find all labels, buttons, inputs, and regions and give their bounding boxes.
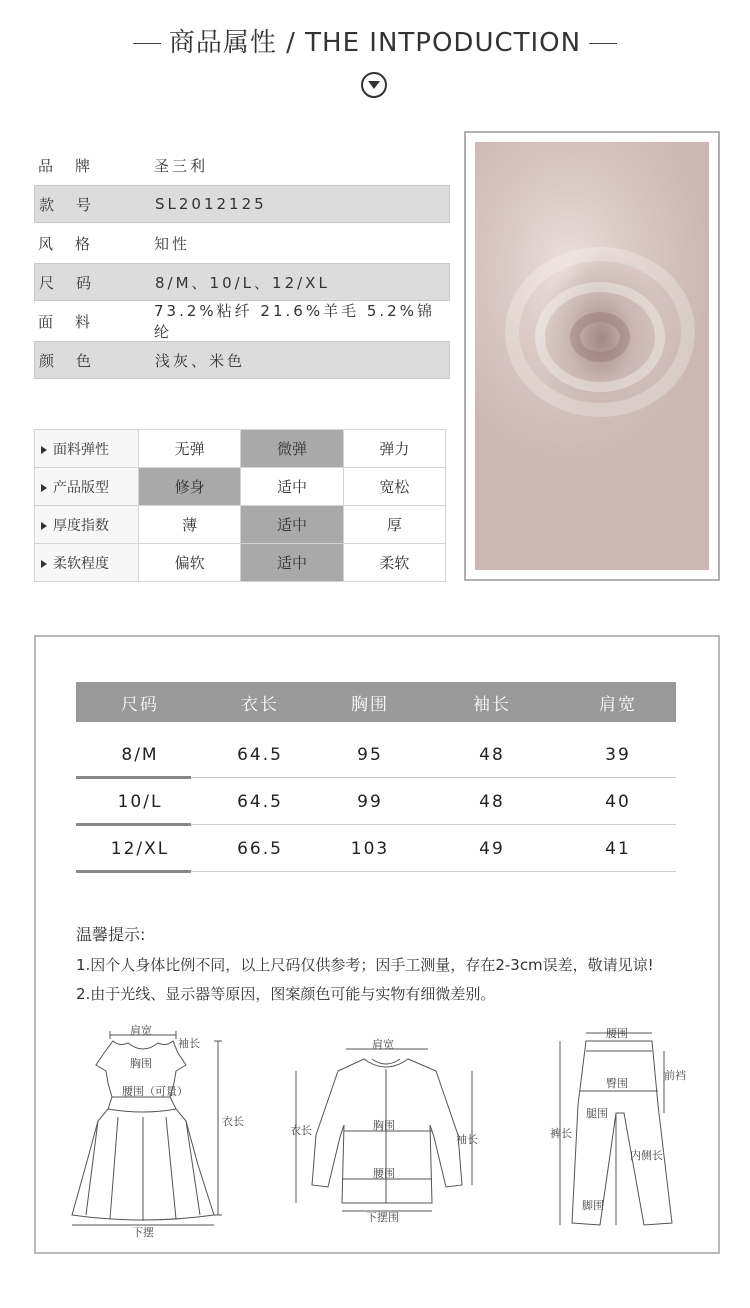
size-cell: 99 [357,791,383,812]
feature-option-selected: 修身 [139,468,241,506]
size-cell: 10/L [117,791,163,812]
feature-label: 柔软程度 [35,544,139,582]
feature-row [35,430,446,468]
attr-row-color [34,341,450,379]
tip-line: 1.因个人身体比例不同，以上尺码仅供参考；因手工测量，存在2-3cm误差，敬请见谅! [76,956,654,974]
attr-row-style-no [34,185,450,223]
dress-label-hem: 下摆 [132,1226,154,1239]
attr-value: 73.2%粘纤 21.6%羊毛 5.2%锦纶 [154,302,435,341]
size-cell: 49 [479,838,505,859]
dress-label-waist: 腰围（可量） [122,1085,188,1098]
attr-value: 圣三利 [154,156,209,175]
size-cell: 12/XL [110,838,170,859]
shirt-label-waist: 腰围 [373,1167,395,1180]
feature-option: 适中 [241,468,343,506]
size-header-cell: 胸围 [351,694,389,715]
attr-key: 款号 [39,195,114,214]
shirt-label-bust: 胸围 [373,1119,395,1132]
dress-label-bust: 胸围 [130,1057,152,1070]
size-table-header [76,682,676,722]
size-cell: 48 [479,744,505,765]
shirt-measure-diagram [286,1035,486,1223]
pants-measure-diagram [546,1025,696,1237]
feature-option: 无弹 [139,430,241,468]
feature-label: 面料弹性 [35,430,139,468]
shirt-label-sleeve: 袖长 [456,1133,478,1146]
size-cell: 8/M [121,744,159,765]
feature-row [35,544,446,582]
attr-key: 面料 [38,312,113,331]
header-title: 商品属性 / THE INTPODUCTION [0,22,750,59]
attr-key: 尺码 [39,273,114,292]
pants-label-length: 裤长 [550,1127,572,1140]
size-cell: 64.5 [237,791,283,812]
attr-value: 知性 [154,234,191,253]
pants-label-front-rise: 前裆 [664,1069,686,1082]
feature-option: 宽松 [343,468,445,506]
feature-row [35,468,446,506]
dress-label-length: 衣长 [222,1115,244,1128]
size-cell: 40 [605,791,631,812]
shirt-label-shoulder: 肩宽 [372,1038,394,1051]
attribute-list [34,146,450,380]
size-header-cell: 肩宽 [599,694,637,715]
feature-option: 偏软 [139,544,241,582]
feature-label: 产品版型 [35,468,139,506]
fabric-photo [475,142,709,570]
feature-option-selected: 微弹 [241,430,343,468]
size-cell: 39 [605,744,631,765]
feature-row [35,506,446,544]
attr-value: 8/M、10/L、12/XL [155,273,330,292]
triangle-right-icon [41,446,47,454]
attr-row-fabric [34,302,450,340]
attr-row-size [34,263,450,301]
size-chart-box [34,635,720,1254]
size-header-cell: 袖长 [473,694,511,715]
dress-label-sleeve: 袖长 [178,1037,200,1050]
size-row [76,732,676,778]
feature-option-selected: 适中 [241,506,343,544]
tips-title: 温馨提示: [76,925,146,944]
feature-label: 厚度指数 [35,506,139,544]
shirt-label-length: 衣长 [290,1124,312,1137]
size-cell: 41 [605,838,631,859]
section-header [0,22,750,59]
chevron-down-icon[interactable] [361,72,387,98]
attr-row-brand [34,146,450,184]
attr-key: 颜色 [39,351,114,370]
size-header-cell: 衣长 [241,694,279,715]
triangle-right-icon [41,560,47,568]
shirt-label-hem: 下摆围 [366,1211,399,1224]
attr-key: 风格 [38,234,113,253]
attr-value: 浅灰、米色 [155,351,246,370]
triangle-right-icon [41,484,47,492]
size-cell: 48 [479,791,505,812]
pants-label-waist: 腰围 [606,1027,628,1040]
pants-label-hip: 臀围 [606,1077,628,1090]
dress-measure-diagram [58,1024,244,1239]
size-cell: 64.5 [237,744,283,765]
attr-row-style [34,224,450,262]
size-cell: 95 [357,744,383,765]
tip-line: 2.由于光线、显示器等原因，图案颜色可能与实物有细微差别。 [76,985,496,1003]
attr-key: 品牌 [38,156,113,175]
tips-section [76,922,696,1013]
fabric-photo-frame [464,131,720,581]
size-row [76,826,676,872]
size-header-cell: 尺码 [121,694,159,715]
size-cell: 103 [350,838,390,859]
size-cell: 66.5 [237,838,283,859]
dress-label-shoulder: 肩宽 [130,1024,152,1037]
size-row [76,779,676,825]
attr-value: SL2012125 [155,195,267,213]
pants-label-inseam: 内侧长 [630,1149,663,1162]
feature-option: 薄 [139,506,241,544]
feature-option: 柔软 [343,544,445,582]
pants-label-thigh: 腿围 [586,1107,608,1120]
feature-option: 厚 [343,506,445,544]
feature-option: 弹力 [343,430,445,468]
feature-option-selected: 适中 [241,544,343,582]
pants-label-leg-opening: 脚围 [582,1199,604,1212]
triangle-right-icon [41,522,47,530]
feature-grid [34,429,446,582]
